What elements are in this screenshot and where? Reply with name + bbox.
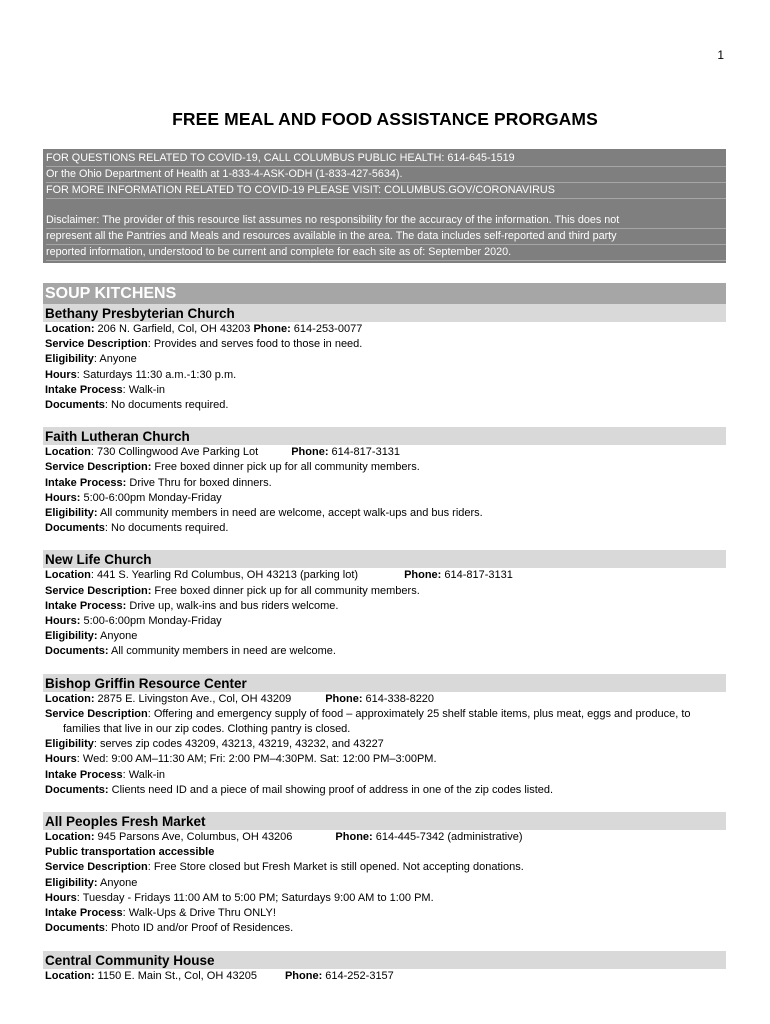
notice-line: FOR QUESTIONS RELATED TO COVID-19, CALL COLUMBUS PUBLIC HEALTH: 614-645-1519 bbox=[46, 151, 726, 167]
location-row bbox=[45, 568, 726, 583]
section-header: SOUP KITCHENS bbox=[43, 283, 726, 304]
location-row bbox=[45, 969, 726, 984]
hours-row bbox=[45, 891, 726, 906]
eligibility-label: Eligibility: bbox=[45, 630, 98, 643]
documents-row bbox=[45, 398, 726, 413]
page-number: 1 bbox=[717, 48, 724, 62]
documents-value: All community members in need are welcome. bbox=[108, 645, 336, 658]
notice-line: Or the Ohio Department of Health at 1-833-4-ASK-ODH (1-833-427-5634). bbox=[46, 167, 726, 183]
phone-value: 614-338-8220 bbox=[362, 692, 435, 705]
location-value: 2875 E. Livingston Ave., Col, OH 43209 bbox=[94, 692, 292, 705]
disclaimer-line: represent all the Pantries and Meals and resources available in the area. The data includes self-reported and third party bbox=[46, 229, 726, 245]
entry-details bbox=[43, 692, 726, 798]
intake-row bbox=[45, 599, 726, 614]
intake-label: Intake Process: bbox=[45, 476, 127, 489]
intake-row bbox=[45, 476, 726, 491]
hours-label: Hours: bbox=[45, 615, 81, 628]
intake-label: Intake Process bbox=[45, 768, 123, 781]
entry-name: Central Community House bbox=[43, 951, 726, 969]
location-row bbox=[45, 445, 726, 460]
service-label: Service Description bbox=[45, 338, 148, 351]
phone-value: 614-817-3131 bbox=[328, 446, 401, 459]
location-label: Location bbox=[45, 569, 91, 582]
phone-value: 614-445-7342 (administrative) bbox=[372, 831, 523, 844]
entry-name: Bishop Griffin Resource Center bbox=[43, 674, 726, 692]
list-item bbox=[43, 812, 726, 936]
location-value: : 441 S. Yearling Rd Columbus, OH 43213 (parking lot) bbox=[90, 569, 359, 582]
documents-value: : Photo ID and/or Proof of Residences. bbox=[104, 922, 294, 935]
hours-value: 5:00-6:00pm Monday-Friday bbox=[80, 615, 222, 628]
hours-value: : Wed: 9:00 AM–11:30 AM; Fri: 2:00 PM–4:30PM. Sat: 12:00 PM–3:00PM. bbox=[76, 753, 437, 766]
hours-label: Hours bbox=[45, 753, 77, 766]
service-label: Service Description: bbox=[45, 584, 152, 597]
intake-value: : Walk-Ups & Drive Thru ONLY! bbox=[122, 907, 276, 920]
eligibility-label: Eligibility: bbox=[45, 876, 98, 889]
location-row bbox=[45, 692, 726, 707]
hours-label: Hours: bbox=[45, 491, 81, 504]
intake-row bbox=[45, 906, 726, 921]
service-value: Free boxed dinner pick up for all community members. bbox=[151, 461, 420, 474]
documents-value: Clients need ID and a piece of mail showing proof of address in one of the zip codes listed. bbox=[108, 783, 554, 796]
entry-details bbox=[43, 568, 726, 659]
location-value: 206 N. Garfield, Col, OH 43203 bbox=[94, 323, 254, 335]
notice-spacer bbox=[46, 199, 726, 213]
documents-row bbox=[45, 521, 726, 536]
hours-row bbox=[45, 491, 726, 506]
phone-label: Phone: bbox=[291, 446, 329, 459]
service-label: Service Description bbox=[45, 861, 148, 874]
entry-name: Faith Lutheran Church bbox=[43, 427, 726, 445]
hours-value: : Tuesday - Fridays 11:00 AM to 5:00 PM; Saturdays 9:00 AM to 1:00 PM. bbox=[76, 891, 434, 904]
hours-value: 5:00-6:00pm Monday-Friday bbox=[80, 491, 222, 504]
entry-name: New Life Church bbox=[43, 550, 726, 568]
service-label: Service Description bbox=[45, 707, 148, 720]
documents-row bbox=[45, 644, 726, 659]
phone-value: 614-253-0077 bbox=[290, 323, 363, 335]
eligibility-label: Eligibility bbox=[45, 353, 94, 366]
eligibility-row bbox=[45, 352, 726, 367]
eligibility-row bbox=[45, 629, 726, 644]
phone-label: Phone: bbox=[404, 569, 442, 582]
documents-label: Documents bbox=[45, 922, 105, 935]
documents-row bbox=[45, 921, 726, 936]
intake-row bbox=[45, 768, 726, 783]
documents-value: : No documents required. bbox=[104, 522, 229, 535]
list-item bbox=[43, 674, 726, 798]
disclaimer-line: reported information, understood to be current and complete for each site as of: September 2020. bbox=[46, 245, 726, 261]
eligibility-value: : serves zip codes 43209, 43213, 43219, 43232, and 43227 bbox=[93, 738, 384, 751]
location-value: : 730 Collingwood Ave Parking Lot bbox=[90, 446, 259, 459]
eligibility-label: Eligibility bbox=[45, 738, 94, 751]
intake-label: Intake Process bbox=[45, 383, 123, 396]
entry-name: Bethany Presbyterian Church bbox=[43, 304, 726, 322]
entry-details bbox=[43, 969, 726, 984]
phone-label: Phone: bbox=[284, 969, 323, 982]
location-label: Location: bbox=[45, 323, 95, 335]
phone-label: Phone: bbox=[335, 831, 373, 844]
location-label: Location: bbox=[45, 969, 95, 982]
location-value: 1150 E. Main St., Col, OH 43205 bbox=[94, 969, 257, 982]
covid-notice-box bbox=[43, 149, 726, 263]
list-item bbox=[43, 427, 726, 536]
documents-label: Documents bbox=[45, 399, 105, 412]
eligibility-row bbox=[45, 737, 726, 752]
notice-line: FOR MORE INFORMATION RELATED TO COVID-19 PLEASE VISIT: COLUMBUS.GOV/CORONAVIRUS bbox=[46, 183, 726, 199]
eligibility-row bbox=[45, 506, 726, 521]
list-item bbox=[43, 550, 726, 659]
documents-value: : No documents required. bbox=[104, 399, 229, 412]
eligibility-value: All community members in need are welcome, accept walk-ups and bus riders. bbox=[97, 507, 483, 520]
page-title: FREE MEAL AND FOOD ASSISTANCE PRORGAMS bbox=[172, 109, 598, 129]
service-row bbox=[45, 860, 726, 875]
location-label: Location: bbox=[45, 831, 95, 844]
entries-list bbox=[43, 304, 726, 990]
service-value: : Free Store closed but Fresh Market is still opened. Not accepting donations. bbox=[147, 861, 524, 874]
hours-row bbox=[45, 368, 726, 383]
service-row bbox=[45, 584, 726, 599]
service-row bbox=[45, 460, 726, 475]
location-label: Location: bbox=[45, 692, 95, 705]
service-value: Free boxed dinner pick up for all community members. bbox=[151, 584, 420, 597]
eligibility-value: Anyone bbox=[97, 630, 138, 643]
eligibility-value: : Anyone bbox=[93, 353, 137, 366]
phone-value: 614-252-3157 bbox=[322, 969, 394, 982]
location-label: Location bbox=[45, 446, 91, 459]
service-value: : Provides and serves food to those in need. bbox=[147, 338, 363, 351]
intake-label: Intake Process bbox=[45, 907, 123, 920]
location-row bbox=[45, 322, 726, 337]
service-row bbox=[45, 707, 726, 737]
eligibility-value: Anyone bbox=[97, 876, 138, 889]
location-row bbox=[45, 830, 726, 845]
list-item bbox=[43, 951, 726, 984]
eligibility-row bbox=[45, 876, 726, 891]
intake-value: : Walk-in bbox=[122, 383, 166, 396]
intake-value: : Walk-in bbox=[122, 768, 166, 781]
phone-label: Phone: bbox=[253, 323, 291, 335]
documents-label: Documents: bbox=[45, 645, 109, 658]
transport-note: Public transportation accessible bbox=[45, 846, 215, 859]
hours-row bbox=[45, 614, 726, 629]
hours-row bbox=[45, 752, 726, 767]
hours-label: Hours bbox=[45, 891, 77, 904]
entry-name: All Peoples Fresh Market bbox=[43, 812, 726, 830]
intake-value: Drive Thru for boxed dinners. bbox=[126, 476, 272, 489]
entry-details bbox=[43, 445, 726, 536]
service-label: Service Description: bbox=[45, 461, 152, 474]
eligibility-label: Eligibility: bbox=[45, 507, 98, 520]
intake-row bbox=[45, 383, 726, 398]
intake-label: Intake Process: bbox=[45, 599, 127, 612]
entry-details bbox=[43, 322, 726, 413]
disclaimer-line: Disclaimer: The provider of this resource list assumes no responsibility for the accuracy of the information. This does not bbox=[46, 213, 726, 229]
entry-details bbox=[43, 830, 726, 936]
intake-value: Drive up, walk-ins and bus riders welcome. bbox=[126, 599, 339, 612]
service-value: : Offering and emergency supply of food – approximately 25 shelf stable items, plus meat, eggs and produce, to families that live in our zip codes. Clothing pantry is closed. bbox=[63, 707, 691, 736]
hours-value: : Saturdays 11:30 a.m.-1:30 p.m. bbox=[76, 368, 237, 381]
phone-label: Phone: bbox=[325, 692, 363, 705]
documents-label: Documents bbox=[45, 522, 105, 535]
list-item bbox=[43, 304, 726, 413]
phone-value: 614-817-3131 bbox=[441, 569, 513, 582]
location-value: 945 Parsons Ave, Columbus, OH 43206 bbox=[94, 831, 293, 844]
documents-label: Documents: bbox=[45, 783, 109, 796]
documents-row bbox=[45, 783, 726, 798]
hours-label: Hours bbox=[45, 368, 77, 381]
service-row bbox=[45, 337, 726, 352]
